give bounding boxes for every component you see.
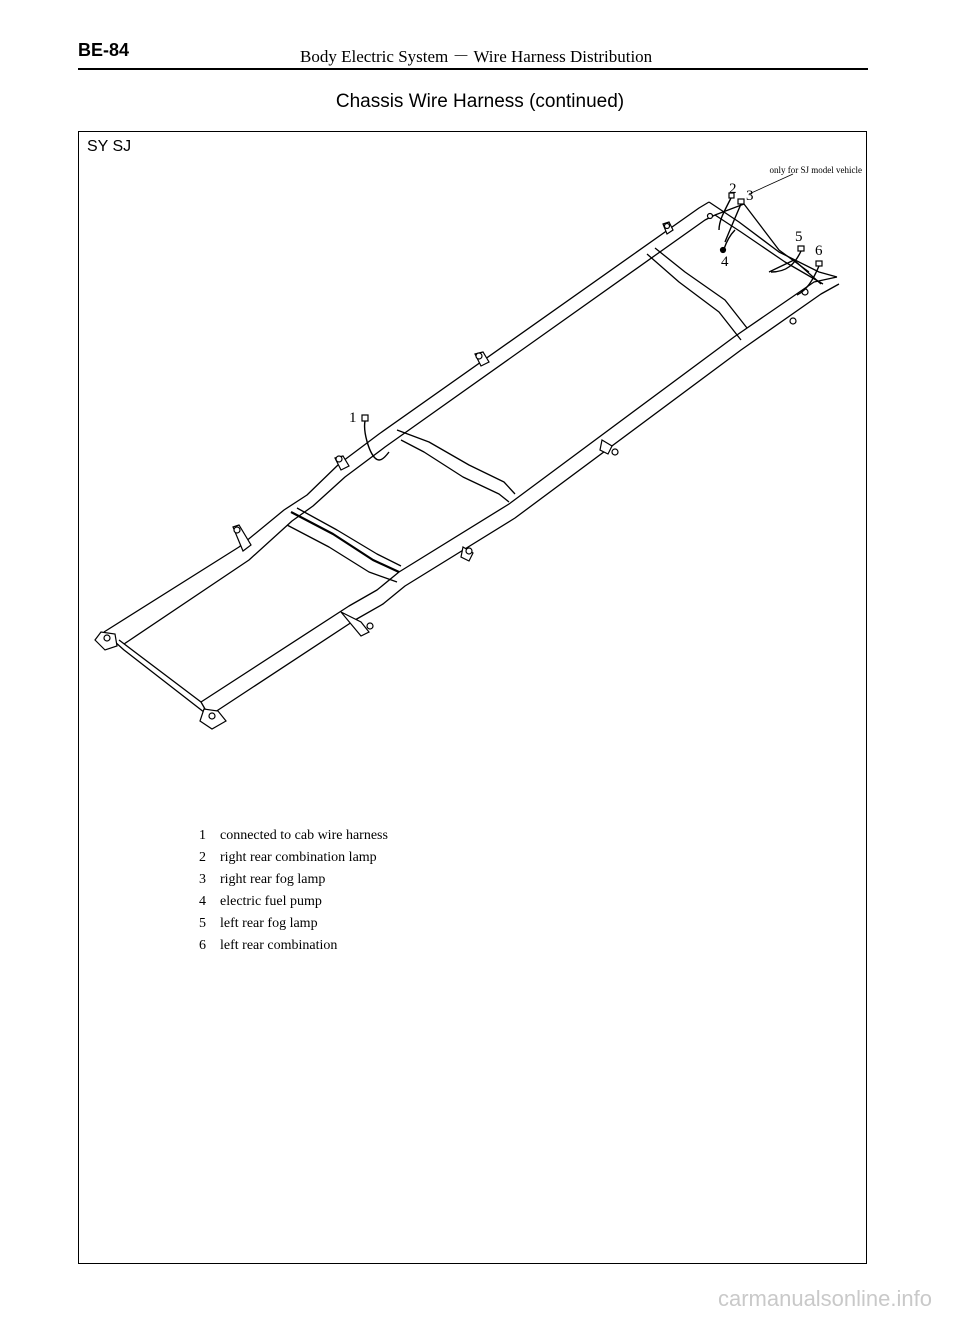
bracket-cab-right — [341, 612, 369, 636]
legend — [199, 828, 388, 960]
page-title: Chassis Wire Harness (continued) — [335, 91, 625, 112]
callout-6: 6 — [815, 243, 823, 259]
harness-wire-1 — [365, 421, 389, 460]
connector-5 — [798, 246, 804, 251]
callout-2: 2 — [729, 181, 737, 197]
callout-3: 3 — [746, 188, 754, 204]
chassis-frame-diagram — [79, 132, 866, 812]
front-crossmember — [104, 632, 209, 716]
page-header — [78, 38, 868, 70]
page-number: BE-84 — [78, 40, 130, 60]
legend-item: 3 right rear fog lamp — [199, 872, 326, 887]
diagram-frame — [78, 131, 867, 1264]
model-label: SY SJ — [87, 138, 132, 155]
legend-item: 6 left rear combination — [199, 938, 338, 953]
bracket-rear-right — [600, 440, 612, 454]
callout-1: 1 — [349, 410, 357, 426]
connector-4 — [721, 248, 726, 253]
watermark: carmanualsonline.info — [717, 1286, 932, 1311]
sj-model-note: only for SJ model vehicle — [769, 165, 862, 175]
legend-item: 1 connected to cab wire harness — [199, 828, 388, 843]
right-side-rail — [201, 277, 837, 702]
bracket-tail-right — [790, 318, 796, 324]
legend-item: 5 left rear fog lamp — [199, 916, 318, 931]
harness-wire-2 — [719, 198, 731, 230]
callout-5: 5 — [795, 229, 803, 245]
callout-4: 4 — [721, 254, 729, 270]
section-title: Body Electric System － Wire Harness Distribution — [300, 47, 653, 66]
connector-6 — [816, 261, 822, 266]
connector-1 — [362, 415, 368, 421]
middle-crossmember — [401, 440, 509, 502]
legend-item: 2 right rear combination lamp — [199, 850, 377, 865]
connector-3 — [738, 199, 744, 204]
legend-item: 4 electric fuel pump — [199, 894, 322, 909]
